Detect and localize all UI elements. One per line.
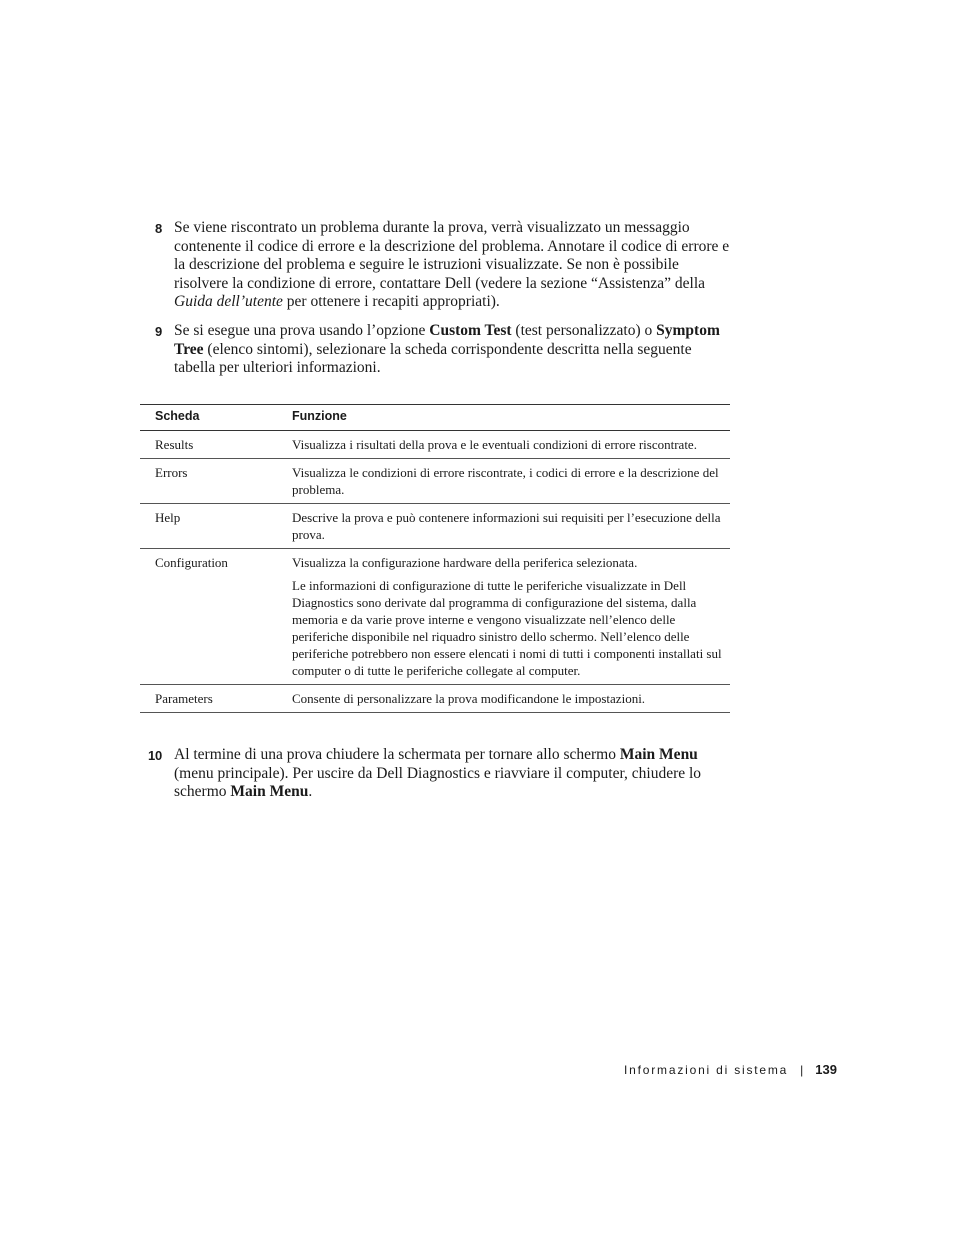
text-run: Se si esegue una prova usando l’opzione <box>174 322 430 339</box>
tab-description-cell <box>292 549 730 685</box>
table-header-row <box>140 405 730 431</box>
tab-name-cell: Parameters <box>140 685 292 713</box>
table-row <box>140 431 730 459</box>
tab-description-cell <box>292 504 730 549</box>
description-paragraph: Consente di personalizzare la prova modificandone le impostazioni. <box>292 691 646 706</box>
table-row <box>140 504 730 549</box>
table-row <box>140 685 730 713</box>
tab-name-cell: Errors <box>140 459 292 504</box>
text-run: (test personalizzato) o <box>511 322 657 339</box>
table-row <box>140 549 730 685</box>
bold-term: Custom Test <box>429 322 512 339</box>
table-row <box>140 459 730 504</box>
bold-term: Symptom Tree <box>174 322 720 358</box>
footer-separator: | <box>800 1063 804 1077</box>
step-number: 10 <box>147 748 162 763</box>
text-run: Al termine di una prova chiudere la schermata per tornare allo schermo <box>174 746 620 763</box>
page-footer <box>624 1062 837 1077</box>
text-run: . <box>308 783 313 801</box>
bold-term: Main Menu <box>230 783 309 801</box>
table-body <box>140 431 730 713</box>
description-paragraph: Le informazioni di configurazione di tutte le periferiche visualizzate in Dell Diagnostics sono derivate dal programma di configurazione del sistema, dalla memoria e da varie prove interne e vengono visualizzate nell’elenco delle periferiche disponibile nel riquadro sinistro dello schermo. Nell’elenco delle periferiche potrebbero non essere elencati i nomi di tutti i componenti installati sul computer o di tutte le periferiche collegate al computer. <box>292 578 722 678</box>
bold-term: Main Menu <box>619 746 698 763</box>
column-header-funzione: Funzione <box>292 405 730 431</box>
text-run: (elenco sintomi), selezionare la scheda corrispondente descritta nella seguente tabella per ulteriori informazioni. <box>174 340 692 377</box>
italic-title: Guida dell’utente <box>174 293 283 311</box>
tab-description-cell <box>292 685 730 713</box>
description-paragraph: Visualizza i risultati della prova e le eventuali condizioni di errore riscontrate. <box>292 437 697 452</box>
text-run: (menu principale). Per uscire da Dell Diagnostics e riavviare il computer, chiudere lo schermo <box>174 764 702 801</box>
tab-name-cell: Results <box>140 431 292 459</box>
text-run: Se viene riscontrato un problema durante la prova, verrà visualizzato un messaggio contenente il codice di errore e la descrizione del problema. Annotare il codice di errore e la descrizione del problema e seguire le istruzioni visualizzate. Se non è possibile risolvere la condizione di errore, contattare Dell (vedere la sezione “Assistenza” della <box>174 219 730 292</box>
tab-description-cell <box>292 459 730 504</box>
description-paragraph: Visualizza la configurazione hardware della periferica selezionata. <box>292 555 638 570</box>
step-9 <box>140 322 730 378</box>
step-text <box>174 746 730 802</box>
step-8 <box>140 219 730 312</box>
tab-name-cell: Help <box>140 504 292 549</box>
tabs-table <box>140 404 730 713</box>
text-run: per ottenere i recapiti appropriati). <box>282 293 500 311</box>
step-text <box>174 322 730 378</box>
tab-name-cell: Configuration <box>140 549 292 685</box>
step-text <box>174 219 730 312</box>
description-paragraph: Descrive la prova e può contenere informazioni sui requisiti per l’esecuzione della prova. <box>292 510 721 542</box>
step-number: 8 <box>154 221 162 236</box>
step-number: 9 <box>154 324 162 339</box>
page-number: 139 <box>815 1062 837 1077</box>
column-header-scheda: Scheda <box>140 405 292 431</box>
tab-description-cell <box>292 431 730 459</box>
description-paragraph: Visualizza le condizioni di errore riscontrate, i codici di errore e la descrizione del problema. <box>292 465 719 497</box>
step-10 <box>140 746 730 802</box>
footer-section-title: Informazioni di sistema <box>624 1063 789 1077</box>
